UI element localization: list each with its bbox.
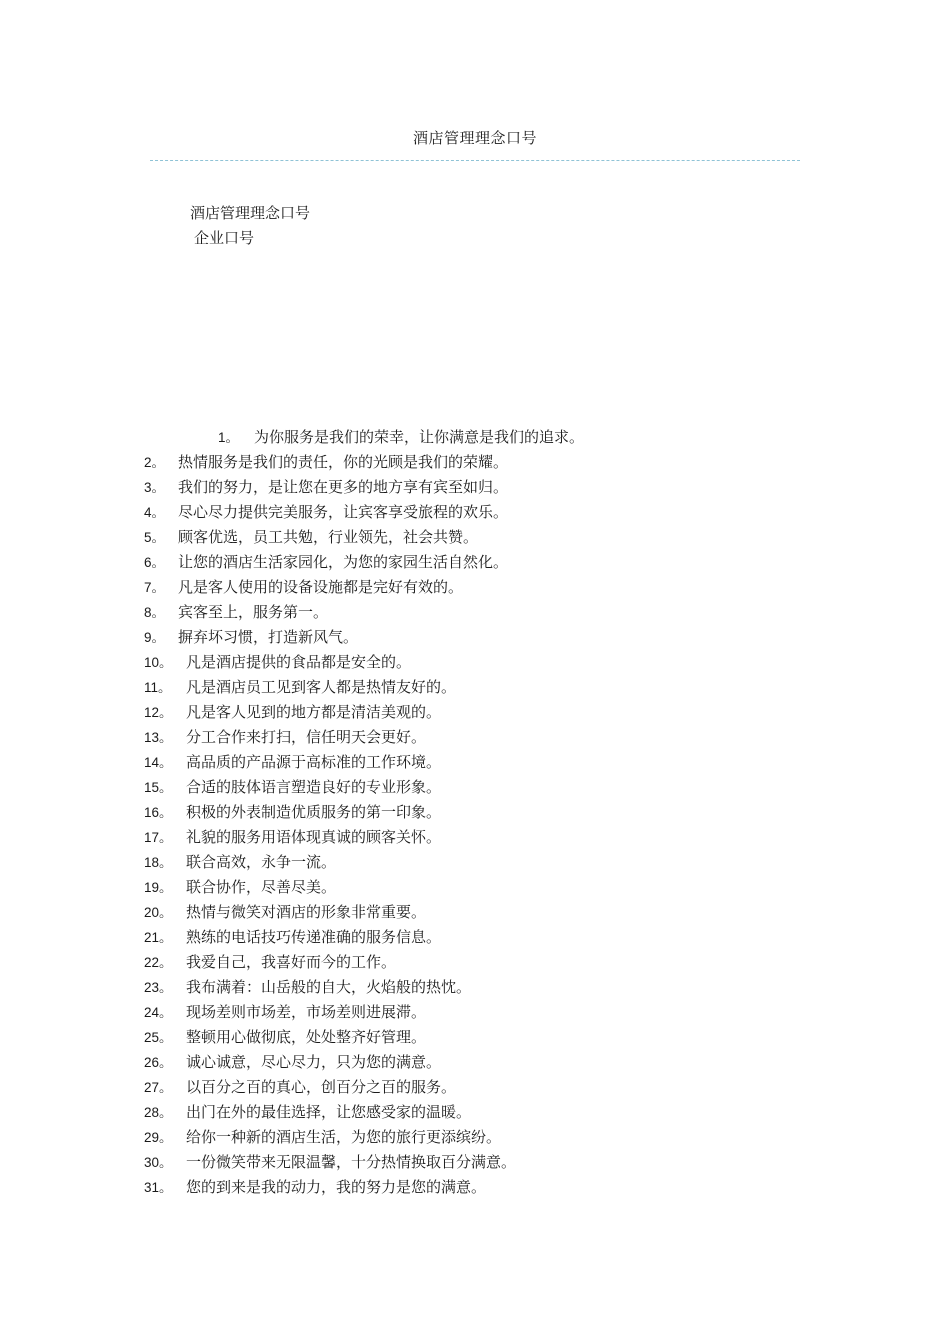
list-item [144, 900, 584, 925]
item-text: 积极的外表制造优质服务的第一印象。 [186, 803, 442, 821]
item-text: 我们的努力，是让您在更多的地方享有宾至如归。 [178, 478, 509, 496]
item-number: 3。 [144, 480, 166, 495]
item-number: 7。 [144, 580, 166, 595]
item-text: 凡是客人见到的地方都是清洁美观的。 [186, 703, 442, 721]
item-text: 高品质的产品源于高标准的工作环境。 [186, 753, 442, 771]
item-text: 合适的肢体语言塑造良好的专业形象。 [186, 778, 442, 796]
item-number: 20。 [144, 905, 173, 920]
item-number: 27。 [144, 1080, 173, 1095]
item-text: 出门在外的最佳选择，让您感受家的温暖。 [186, 1103, 472, 1121]
item-text: 凡是客人使用的设备设施都是完好有效的。 [178, 578, 464, 596]
header-divider [150, 160, 800, 161]
item-text: 为你服务是我们的荣幸，让你满意是我们的追求。 [254, 428, 585, 446]
item-number: 22。 [144, 955, 173, 970]
item-number: 17。 [144, 830, 173, 845]
item-number: 28。 [144, 1105, 173, 1120]
item-number: 25。 [144, 1030, 173, 1045]
list-item [144, 725, 584, 750]
item-text: 我爱自己，我喜好而今的工作。 [186, 953, 397, 971]
page-title: 酒店管理理念口号 [412, 129, 537, 147]
item-text: 尽心尽力提供完美服务，让宾客享受旅程的欢乐。 [178, 503, 509, 521]
item-text: 您的到来是我的动力，我的努力是您的满意。 [186, 1178, 487, 1196]
list-item [144, 950, 584, 975]
item-number: 6。 [144, 555, 166, 570]
list-item [144, 825, 584, 850]
list-item [144, 550, 584, 575]
item-text: 宾客至上，服务第一。 [178, 603, 329, 621]
slogan-list [144, 425, 584, 1200]
item-number: 5。 [144, 530, 166, 545]
item-number: 21。 [144, 930, 173, 945]
item-number: 1。 [218, 430, 240, 445]
item-number: 31。 [144, 1180, 173, 1195]
item-number: 13。 [144, 730, 173, 745]
list-item [144, 800, 584, 825]
list-item [144, 675, 584, 700]
item-text: 联合协作，尽善尽美。 [186, 878, 337, 896]
item-text: 热情与微笑对酒店的形象非常重要。 [186, 903, 427, 921]
item-text: 摒弃坏习惯，打造新风气。 [178, 628, 359, 646]
document-heading: 酒店管理理念口号 [190, 204, 311, 222]
item-text: 凡是酒店提供的食品都是安全的。 [186, 653, 412, 671]
item-number: 10。 [144, 655, 173, 670]
list-item [144, 1075, 584, 1100]
list-item [144, 700, 584, 725]
item-number: 11。 [144, 680, 172, 695]
item-text: 给你一种新的酒店生活，为您的旅行更添缤纷。 [186, 1128, 502, 1146]
item-text: 以百分之百的真心，创百分之百的服务。 [186, 1078, 457, 1096]
list-item [144, 1125, 584, 1150]
item-number: 14。 [144, 755, 173, 770]
item-number: 2。 [144, 455, 166, 470]
item-text: 礼貌的服务用语体现真诚的顾客关怀。 [186, 828, 442, 846]
item-number: 9。 [144, 630, 166, 645]
item-text: 诚心诚意，尽心尽力，只为您的满意。 [186, 1053, 442, 1071]
item-text: 现场差则市场差，市场差则进展滞。 [186, 1003, 427, 1021]
item-number: 12。 [144, 705, 173, 720]
list-item [144, 475, 584, 500]
list-item [144, 1150, 584, 1175]
list-item [144, 600, 584, 625]
list-item [144, 875, 584, 900]
list-item [144, 1100, 584, 1125]
list-item [144, 525, 584, 550]
list-item [144, 1175, 584, 1200]
list-item [144, 650, 584, 675]
item-text: 分工合作来打扫，信任明天会更好。 [186, 728, 427, 746]
item-text: 我布满着：山岳般的自大，火焰般的热忱。 [186, 978, 472, 996]
item-number: 23。 [144, 980, 173, 995]
list-item [144, 425, 584, 450]
item-number: 30。 [144, 1155, 173, 1170]
list-item [144, 925, 584, 950]
list-item [144, 625, 584, 650]
list-item [144, 450, 584, 475]
item-text: 熟练的电话技巧传递准确的服务信息。 [186, 928, 442, 946]
item-text: 顾客优选，员工共勉，行业领先，社会共赞。 [178, 528, 479, 546]
item-number: 18。 [144, 855, 173, 870]
item-number: 16。 [144, 805, 173, 820]
list-item [144, 1050, 584, 1075]
item-text: 凡是酒店员工见到客人都是热情友好的。 [186, 678, 457, 696]
list-item [144, 775, 584, 800]
item-text: 一份微笑带来无限温馨，十分热情换取百分满意。 [186, 1153, 517, 1171]
list-item [144, 500, 584, 525]
item-number: 26。 [144, 1055, 173, 1070]
slogan-section-label: 企业口号 [194, 229, 255, 247]
list-item [144, 975, 584, 1000]
item-text: 热情服务是我们的责任，你的光顾是我们的荣耀。 [178, 453, 509, 471]
item-number: 15。 [144, 780, 173, 795]
item-number: 24。 [144, 1005, 173, 1020]
list-item [144, 1025, 584, 1050]
subheading-block [190, 201, 310, 251]
list-item [144, 750, 584, 775]
item-text: 让您的酒店生活家园化，为您的家园生活自然化。 [178, 553, 509, 571]
item-text: 整顿用心做彻底，处处整齐好管理。 [186, 1028, 427, 1046]
item-number: 19。 [144, 880, 173, 895]
list-item [144, 575, 584, 600]
list-item [144, 1000, 584, 1025]
item-number: 4。 [144, 505, 166, 520]
item-text: 联合高效，永争一流。 [186, 853, 337, 871]
item-number: 29。 [144, 1130, 173, 1145]
list-item [144, 850, 584, 875]
item-number: 8。 [144, 605, 166, 620]
